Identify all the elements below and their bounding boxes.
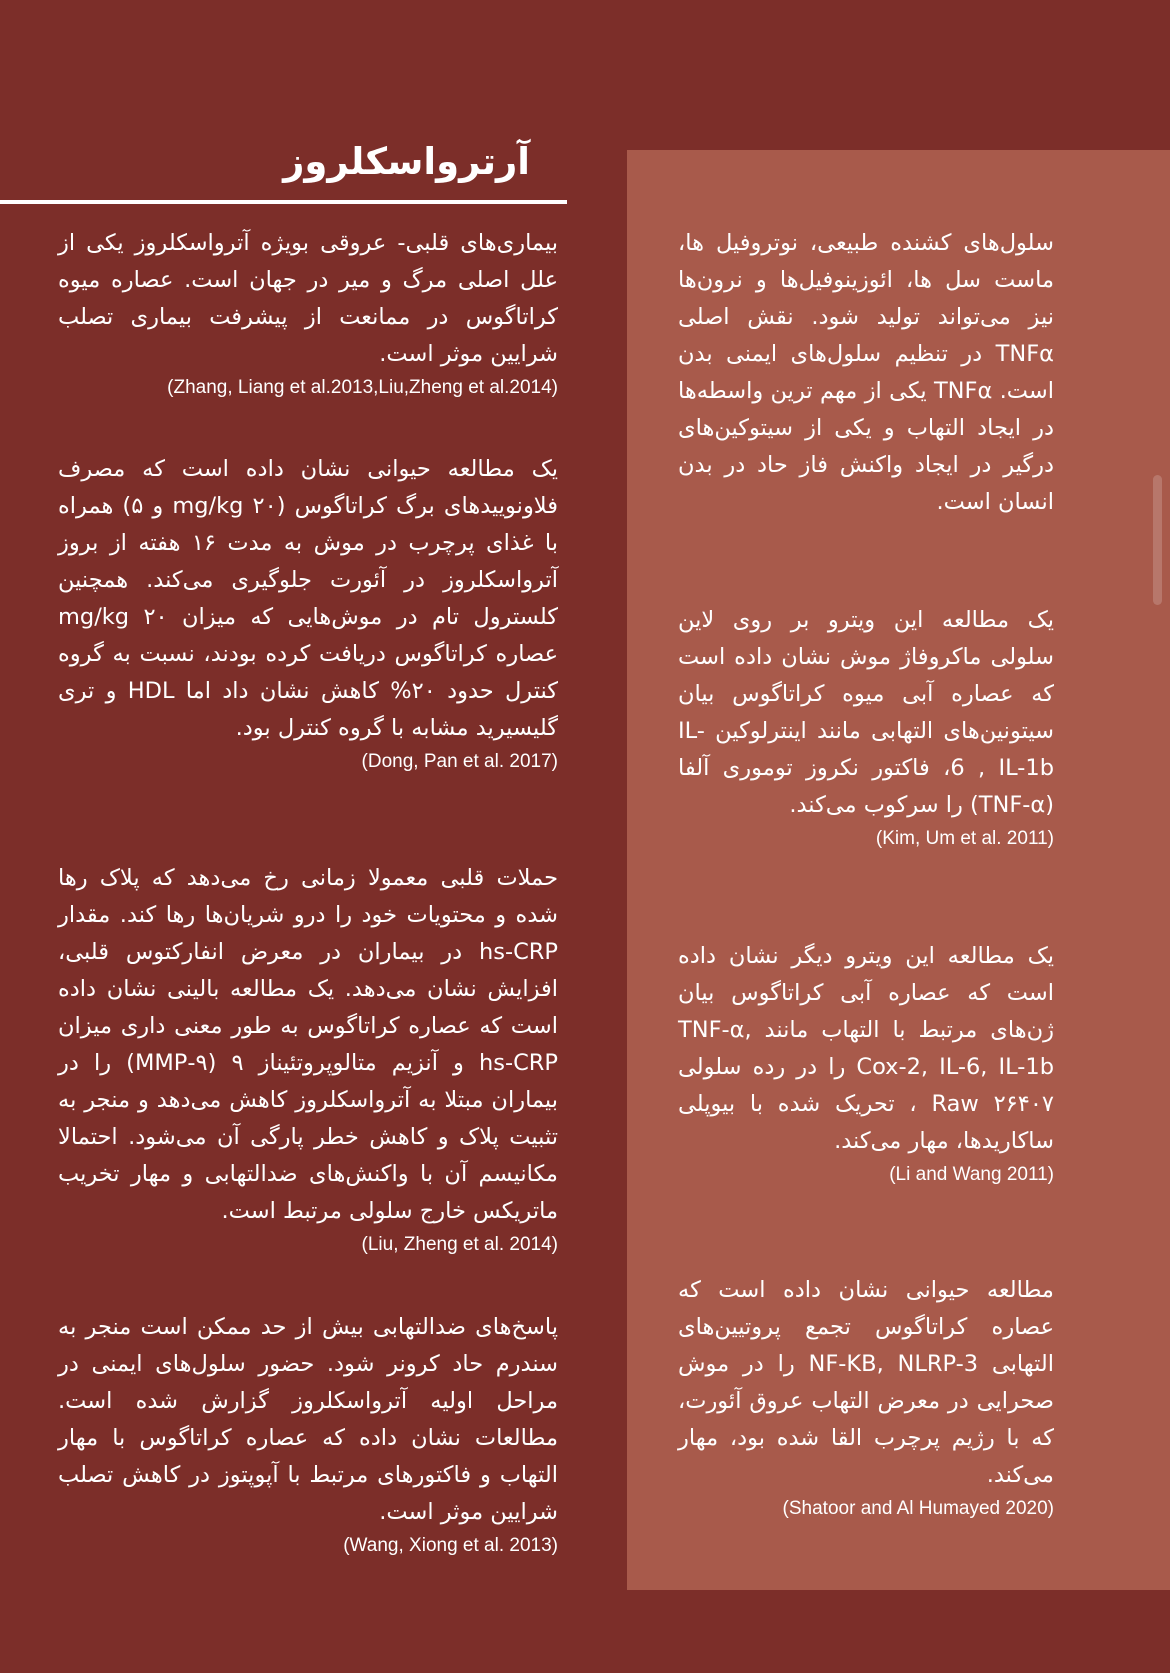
- right-paragraph-3: [678, 938, 1054, 1190]
- scrollbar-thumb[interactable]: [1153, 475, 1162, 605]
- paragraph-text: پاسخ‌های ضدالتهابی بیش از حد ممکن است منجر به سندرم حاد کرونر شود. حضور سلول‌های ایمنی در مراحل اولیه آترواسکلروز گزارش شده است. مطالعات نشان داده که عصاره کراتاگوس با مهار التهاب و فاکتورهای مرتبط با آپوپتوز در کاهش تصلب شرایین موثر است.: [58, 1314, 558, 1525]
- left-paragraph-3: [58, 860, 558, 1260]
- paragraph-text: سلول‌های کشنده طبیعی، نوتروفیل ها، ماست سل ها، ائوزینوفیل‌ها و نرون‌ها نیز می‌تواند تولید شود. نقش اصلی TNFα در تنظیم سلول‌های ایمنی بدن است. TNFα یکی از مهم ترین واسطه‌ها در ایجاد التهاب و یکی از سیتوکین‌های درگیر در ایجاد واکنش فاز حاد در بدن انسان است.: [678, 230, 1054, 515]
- paragraph-text: یک مطالعه حیوانی نشان داده است که مصرف فلاونوییدهای برگ کراتاگوس (۲۰ mg/kg و ۵) همراه با غذای پرچرب در موش به مدت ۱۶ هفته از بروز آترواسکلروز در آئورت جلوگیری می‌کند. همچنین کلسترول تام در موش‌هایی که میزان ۲۰ mg/kg عصاره کراتاگوس دریافت کرده بودند، نسبت به گروه کنترل حدود ۲۰% کاهش نشان داد اما HDL و تری گلیسیرید مشابه با گروه کنترل بود.: [58, 456, 559, 741]
- right-paragraph-4: [678, 1272, 1054, 1524]
- citation: (Wang, Xiong et al. 2013): [343, 1535, 558, 1556]
- paragraph-text: یک مطالعه این ویترو بر روی لاین سلولی ماکروفاژ موش نشان داده است که عصاره آبی میوه کراتاگوس بیان سیتونین‌های التهابی مانند اینترلوکین IL-6 , IL-1b، فاکتور نکروز توموری آلفا (TNF-α) را سرکوب می‌کند.: [678, 607, 1055, 818]
- citation: (Zhang, Liang et al.2013,Liu,Zheng et al.2014): [167, 377, 558, 398]
- paragraph-text: حملات قلبی معمولا زمانی رخ می‌دهد که پلاک رها شده و محتویات خود را درو شریان‌ها رها کند. مقدار hs-CRP در بیماران در معرض انفارکتوس قلبی، افزایش نشان می‌دهد. یک مطالعه بالینی نشان داده است که عصاره کراتاگوس به طور معنی داری میزان hs-CRP و آنزیم متالوپروتئیناز ۹ (۹-MMP) را در بیماران مبتلا به آترواسکلروز کاهش می‌دهد و منجر به تثبیت پلاک و کاهش خطر پارگی آن می‌شود. احتمالا مکانیسم آن با واکنش‌های ضدالتهابی و مهار تخریب ماتریکس خارج سلولی مرتبط است.: [58, 865, 558, 1224]
- right-paragraph-2: [678, 602, 1054, 854]
- paragraph-text: یک مطالعه این ویترو دیگر نشان داده است که عصاره آبی کراتاگوس بیان ژن‌های مرتبط با التهاب مانند TNF-α, Cox-2, IL-6, IL-1b را در رده سلولی Raw ۲۶۴۰۷ ، تحریک شده با بیوپلی ساکاریدها، مهار می‌کند.: [678, 943, 1054, 1154]
- left-paragraph-4: [58, 1309, 558, 1561]
- citation: (Shatoor and Al Humayed 2020): [782, 1498, 1054, 1519]
- left-paragraph-1: [58, 225, 558, 403]
- citation: (Li and Wang 2011): [889, 1164, 1054, 1185]
- paragraph-text: مطالعه حیوانی نشان داده است که عصاره کراتاگوس تجمع پروتیین‌های التهابی NF-KB, NLRP-3 را در موش صحرایی در معرض التهاب عروق آئورت، که با رژیم پرچرب القا شده بود، مهار می‌کند.: [678, 1277, 1054, 1488]
- left-paragraph-2: [58, 451, 558, 777]
- heading-underline: [0, 200, 567, 204]
- citation: (Liu, Zheng et al. 2014): [361, 1234, 558, 1255]
- citation: (Kim, Um et al. 2011): [875, 828, 1054, 849]
- paragraph-text: بیماری‌های قلبی- عروقی بویژه آترواسکلروز یکی از علل اصلی مرگ و میر در جهان است. عصاره میوه کراتاگوس در ممانعت از پیشرفت بیماری تصلب شرایین موثر است.: [58, 230, 558, 367]
- citation: (Dong, Pan et al. 2017): [361, 751, 558, 772]
- right-paragraph-1: [678, 225, 1054, 521]
- section-heading: آرترواسکلروز: [283, 140, 530, 183]
